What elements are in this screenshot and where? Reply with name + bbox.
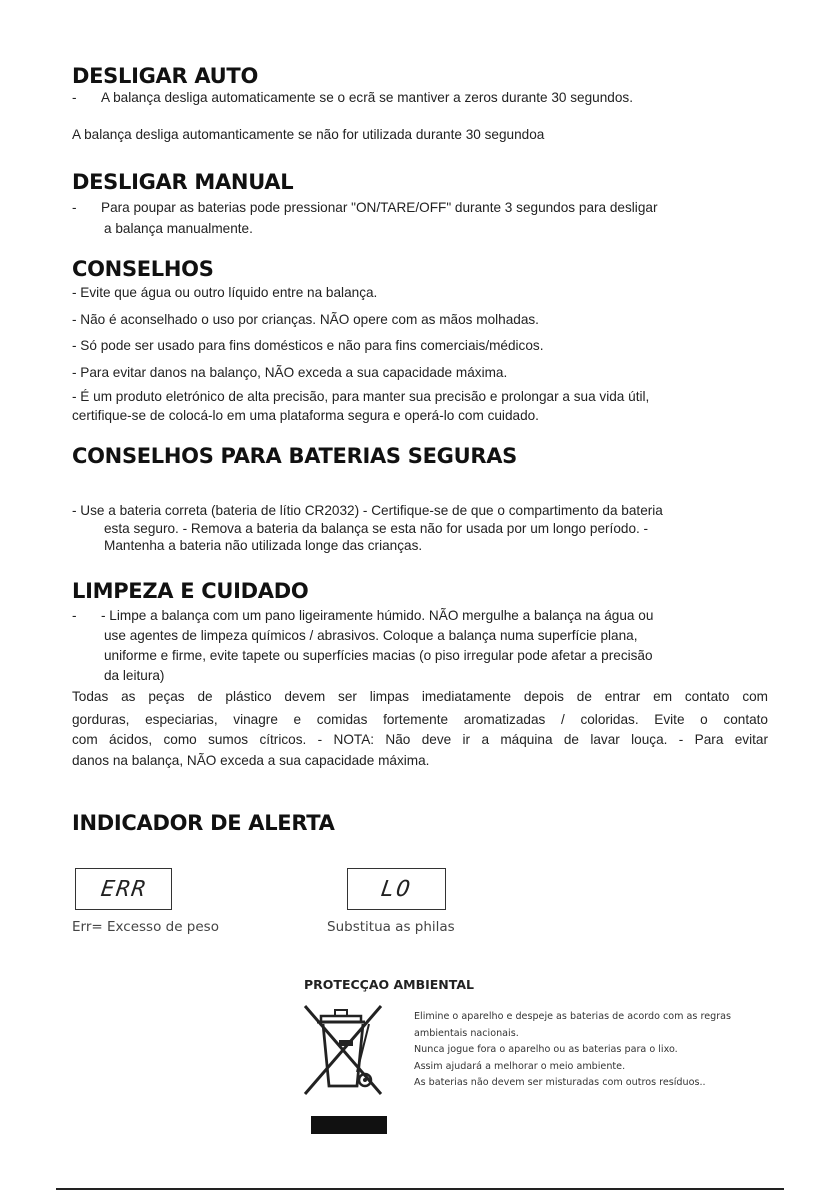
list-dash: - xyxy=(72,608,77,623)
section-title-manual-off: DESLIGAR MANUAL xyxy=(72,170,294,194)
auto-off-item: A balança desliga automaticamente se o ecrã se mantiver a zeros durante 30 segundos. xyxy=(101,90,633,105)
environment-text xyxy=(414,1009,731,1092)
environment-line: ambientais nacionais. xyxy=(414,1027,519,1039)
cleaning-line: use agentes de limpeza químicos / abrasivos. Coloque a balança numa superfície plana, xyxy=(104,628,638,643)
low-battery-display-text: LO xyxy=(379,876,414,902)
cleaning-paragraph-line: danos na balança, NÃO exceda a sua capacidade máxima. xyxy=(72,753,430,768)
crossed-out-wheelie-bin-icon xyxy=(303,1002,387,1136)
list-dash: - xyxy=(72,90,77,105)
environment-line: Elimine o aparelho e despeje as baterias de acordo com as regras xyxy=(414,1011,732,1022)
cleaning-paragraph-line: Todas as peças de plástico devem ser limpas imediatamente depois de entrar em contato com xyxy=(72,689,768,704)
cleaning-line: - Limpe a balança com um pano ligeiramente húmido. NÃO mergulhe a balança na água ou xyxy=(101,608,654,623)
tips-line: - É um produto eletrónico de alta precisão, para manter sua precisão e prolongar a sua vida útil, xyxy=(72,389,650,404)
tips-line: - Só pode ser usado para fins domésticos e não para fins comerciais/médicos. xyxy=(72,338,544,353)
section-title-battery: CONSELHOS PARA BATERIAS SEGURAS xyxy=(72,444,517,468)
section-title-tips: CONSELHOS xyxy=(72,257,214,281)
error-display xyxy=(75,868,172,910)
battery-line: Mantenha a bateria não utilizada longe das crianças. xyxy=(104,538,423,553)
battery-line: esta seguro. - Remova a bateria da balança se esta não for usada por um longo período. - xyxy=(104,521,649,536)
low-battery-caption: Substitua as philas xyxy=(327,919,455,935)
error-caption: Err= Excesso de peso xyxy=(72,919,219,935)
cleaning-paragraph-line: com ácidos, como sumos cítricos. - NOTA: Não deve ir a máquina de lavar louça. - Para evitar xyxy=(72,732,768,747)
section-title-alert: INDICADOR DE ALERTA xyxy=(72,811,335,835)
manual-off-item-line1: Para poupar as baterias pode pressionar "ON/TARE/OFF" durante 3 segundos para desligar xyxy=(101,200,658,215)
environment-line: Nunca jogue fora o aparelho ou as baterias para o lixo. xyxy=(414,1044,678,1055)
battery-line: - Use a bateria correta (bateria de lítio CR2032) - Certifique-se de que o compartimento da bateria xyxy=(72,503,663,518)
cleaning-line: uniforme e firme, evite tapete ou superfícies macias (o piso irregular pode afetar a precisão xyxy=(104,648,653,663)
environment-line: Assim ajudará a melhorar o meio ambiente. xyxy=(414,1060,626,1072)
tips-line: certifique-se de colocá-lo em uma plataforma segura e operá-lo com cuidado. xyxy=(72,408,539,423)
environment-title: PROTECÇAO AMBIENTAL xyxy=(304,977,474,992)
auto-off-paragraph: A balança desliga automanticamente se não for utilizada durante 30 segundoa xyxy=(72,127,545,142)
page-bottom-rule xyxy=(56,1188,784,1190)
section-title-cleaning: LIMPEZA E CUIDADO xyxy=(72,579,309,603)
cleaning-line: da leitura) xyxy=(104,668,165,683)
section-title-auto-off: DESLIGAR AUTO xyxy=(72,64,259,88)
tips-line: - Não é aconselhado o uso por crianças. NÃO opere com as mãos molhadas. xyxy=(72,312,539,327)
low-battery-display xyxy=(347,868,446,910)
list-dash: - xyxy=(72,200,77,215)
error-display-text: ERR xyxy=(98,876,149,902)
environment-line: As baterias não devem ser misturadas com outros resíduos.. xyxy=(414,1077,706,1088)
cleaning-paragraph-line: gorduras, especiarias, vinagre e comidas fortemente aromatizadas / coloridas. Evite o contato xyxy=(72,712,768,727)
tips-line: - Evite que água ou outro líquido entre na balança. xyxy=(72,285,378,300)
manual-off-item-line2: a balança manualmente. xyxy=(104,221,253,236)
tips-line: - Para evitar danos na balanço, NÃO exceda a sua capacidade máxima. xyxy=(72,365,508,380)
